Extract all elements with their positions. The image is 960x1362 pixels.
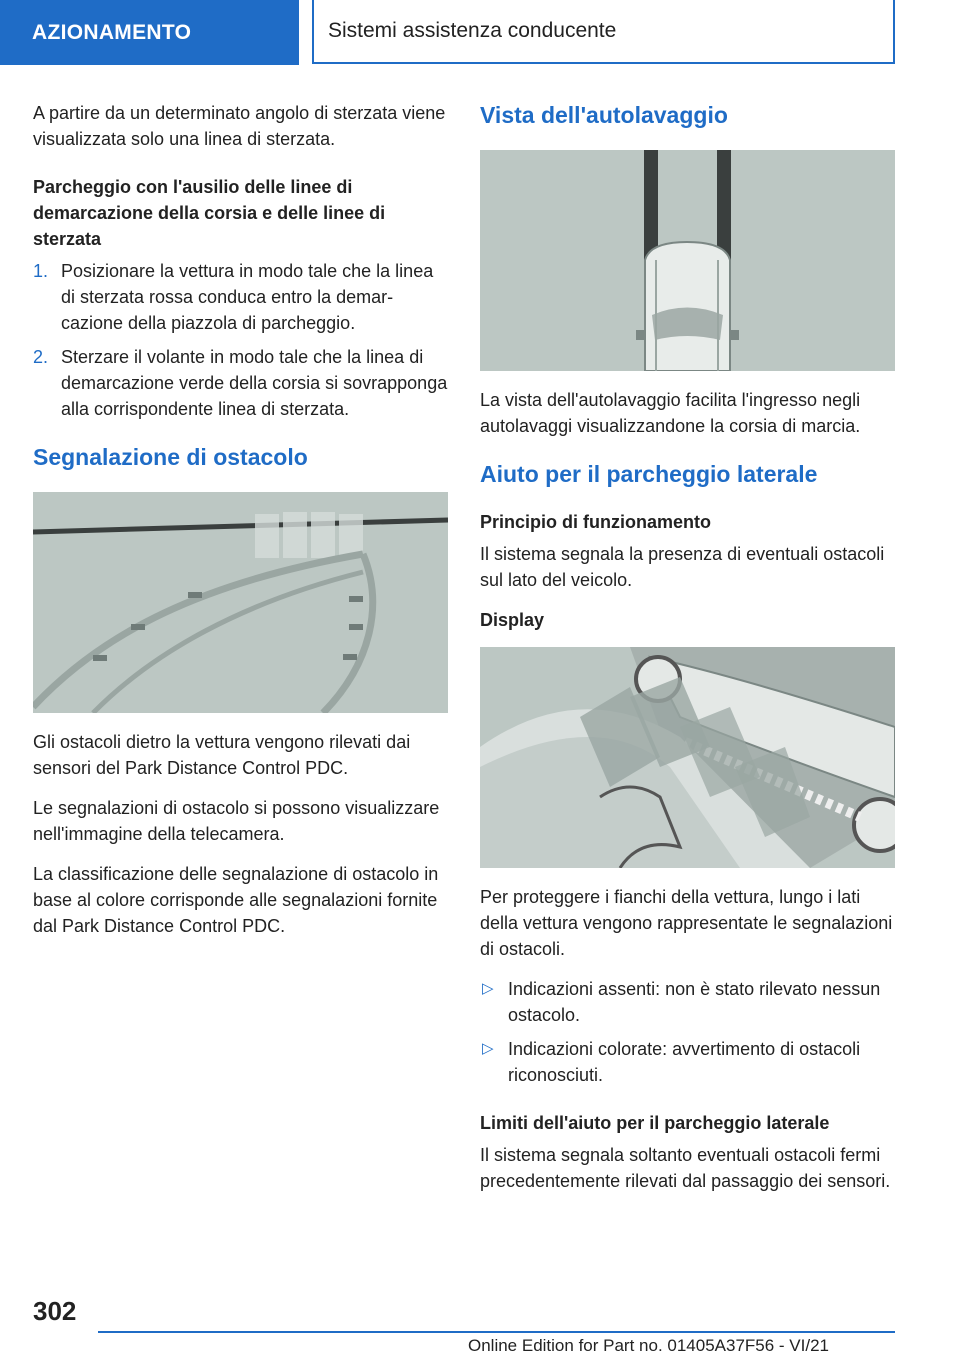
page-number: 302 [33,1296,77,1326]
step-text: Posizionare la vettura in modo tale che la linea di sterzata rossa conduca entro la demarcazione della piazzola di parcheggio. [61,261,434,333]
display-bullets [480,976,896,1088]
side-parking-figure [480,647,895,868]
carwash-view-figure [480,150,895,371]
section-title-header: Sistemi assistenza conducente [312,0,895,64]
list-item [480,1036,896,1088]
carwash-paragraph: La vista dell'autolavaggio facilita l'ingresso negli autolavaggi visualizzandone la corsia di marcia. [480,390,861,436]
display-heading: Display [480,610,545,630]
list-item [33,344,449,422]
limits-paragraph: Il sistema segnala soltanto eventuali ostacoli fermi precedentemente rilevati dal passaggio dei sensori. [480,1145,891,1191]
obstacle-paragraph: Le segnalazioni di ostacolo si possono visualizzare nell'immagine della telecamera. [33,798,440,844]
carwash-section-title: Vista dell'autolavaggio [480,102,728,128]
list-item [33,258,449,336]
bullet-text: Indicazioni assenti: non è stato rilevato nessun ostacolo. [508,979,881,1025]
intro-paragraph: A partire da un determinato angolo di sterzata viene visualizzata solo una linea di sterzata. [33,103,446,149]
list-item [480,976,896,1028]
triangle-bullet-icon: ▷ [482,1040,494,1057]
obstacle-paragraph: La classificazione delle segnalazione di ostacolo in base al colore corrisponde alle segnalazioni fornite dal Park Distance Control PDC. [33,864,439,936]
triangle-bullet-icon: ▷ [482,980,494,997]
step-number: 2. [33,347,49,367]
limits-heading: Limiti dell'aiuto per il parcheggio laterale [480,1113,830,1133]
obstacle-section-title: Segnalazione di ostacolo [33,444,308,470]
chapter-tab[interactable]: AZIONAMENTO [0,0,299,65]
footer-edition: Online Edition for Part no. 01405A37F56 - VI/21 [468,1336,830,1355]
right-column [480,100,896,1208]
principle-paragraph: Il sistema segnala la presenza di eventuali ostacoli sul lato del veicolo. [480,544,885,590]
principle-heading: Principio di funzionamento [480,512,711,532]
obstacle-paragraph: Gli ostacoli dietro la vettura vengono rilevati dai sensori del Park Distance Control PDC. [33,732,411,778]
left-column [33,100,449,953]
side-parking-section-title: Aiuto per il parcheggio laterale [480,461,818,487]
display-paragraph: Per proteggere i fianchi della vettura, lungo i lati della vettura vengono rappresentate le segnalazioni di ostacoli. [480,887,893,959]
step-text: Sterzare il volante in modo tale che la linea di demarcazione verde della corsia si sovrapponga alla corrispondente linea di sterzata. [61,347,448,419]
parking-steps [33,258,449,422]
obstacle-camera-figure [33,492,448,713]
bullet-text: Indicazioni colorate: avvertimento di ostacoli riconosciuti. [508,1039,861,1085]
footer-divider [98,1331,895,1333]
parking-heading: Parcheggio con l'ausilio delle linee di demarcazione della corsia e delle linee di sterzata [33,177,386,249]
step-number: 1. [33,261,49,281]
